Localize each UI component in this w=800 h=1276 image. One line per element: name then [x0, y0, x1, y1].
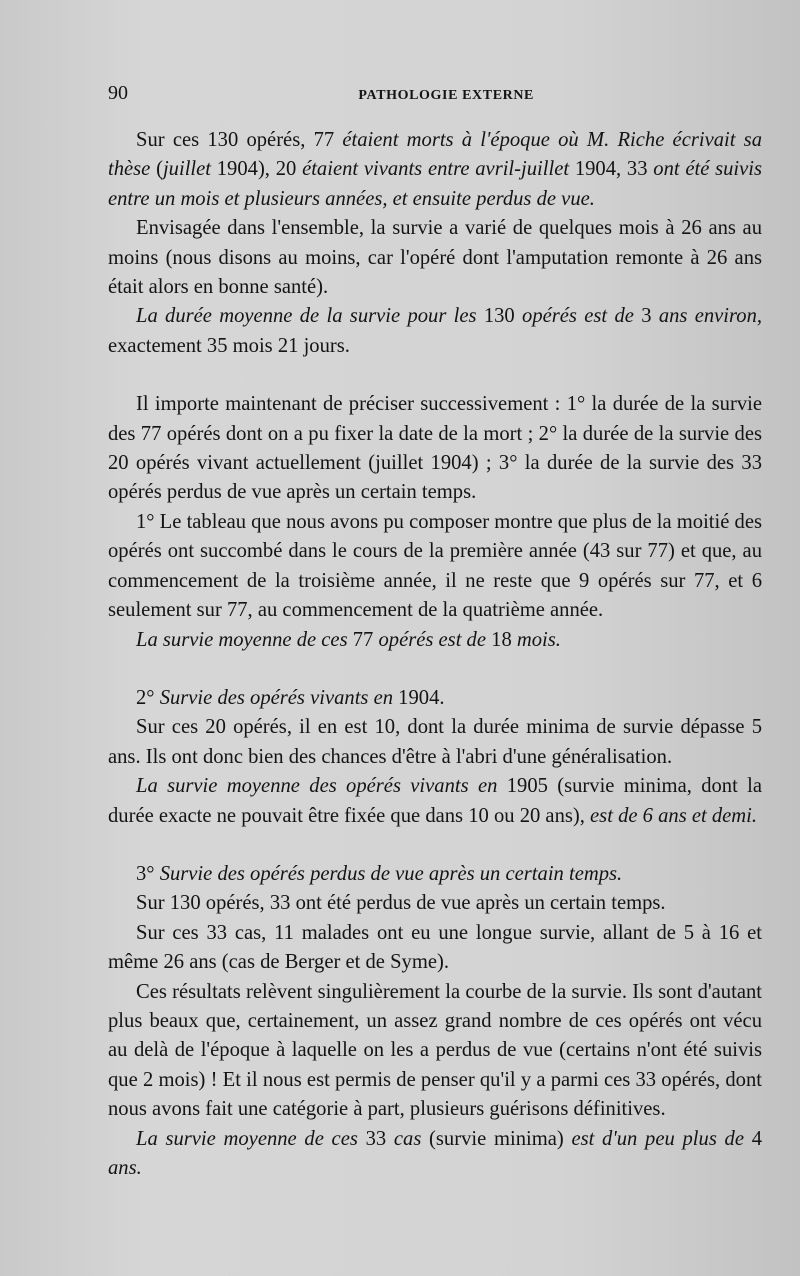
italic-text: La survie moyenne des opérés vivants en	[136, 775, 498, 798]
italic-text: opérés est de	[378, 628, 486, 651]
paragraph	[108, 508, 762, 626]
text: 130	[476, 305, 523, 328]
text: 3°	[136, 862, 160, 885]
text: 4	[743, 1127, 762, 1150]
page-body	[108, 126, 762, 1183]
italic-text: étaient morts à l'époque où M. Riche écrivait sa thèse	[108, 129, 762, 181]
italic-text: mois.	[516, 628, 561, 651]
text: Il importe maintenant de préciser successivement : 1° la durée de la survie des 77 opérés dont on a pu fixer la date de la mort ; 2° la durée de la survie des 20 opérés vivant actuellement (juillet 1904) ; 3° la durée de la survie des 33 opérés perdus de vue après un certain temps.	[108, 393, 762, 504]
paragraph	[108, 860, 762, 889]
text: 1904, 33	[569, 158, 654, 181]
italic-text: opérés est de	[522, 305, 634, 328]
text: Sur ces 33 cas, 11 malades ont eu une longue survie, allant de 5 à 16 et même 26 ans (cas de Berger et de Syme).	[108, 921, 762, 974]
text: 18	[486, 628, 517, 651]
italic-text: étaient vivants entre avril-juillet	[302, 158, 570, 181]
text: 1904), 20	[211, 158, 303, 181]
italic-text: La survie moyenne de ces	[136, 628, 348, 651]
italic-text: ont été suivis entre un mois et plusieurs années, et ensuite perdus de vue.	[108, 158, 763, 210]
text: 3	[633, 305, 659, 328]
text: exactement 35 mois 21 jours.	[108, 334, 350, 357]
running-head: PATHOLOGIE EXTERNE	[358, 88, 534, 103]
italic-text: est de 6 ans et demi.	[590, 804, 758, 827]
page-header	[108, 82, 762, 116]
italic-text: cas	[393, 1127, 422, 1150]
paragraph	[108, 214, 762, 302]
paragraph	[108, 126, 762, 214]
paragraph	[108, 919, 762, 978]
paragraph	[108, 978, 762, 1125]
text: Sur 130 opérés, 33 ont été perdus de vue après un certain temps.	[136, 892, 666, 915]
text: (survie minima)	[421, 1127, 572, 1150]
italic-text: La survie moyenne de ces	[136, 1127, 358, 1150]
paragraph	[108, 302, 762, 361]
text: 77	[347, 628, 379, 651]
italic-text: juillet	[162, 158, 211, 181]
page-number: 90	[108, 82, 128, 104]
italic-text: Survie des opérés vivants en	[159, 686, 394, 709]
text: 33	[357, 1127, 394, 1150]
paragraph	[108, 772, 762, 831]
text: 1904.	[393, 686, 445, 709]
text: 1905 (survie minima, dont la durée exacte ne pouvait être fixée que dans 10 ou 20 ans),	[108, 775, 762, 827]
paragraph	[108, 390, 762, 508]
paragraph	[108, 1125, 762, 1184]
text: (	[150, 158, 163, 181]
italic-text: Survie des opérés perdus de vue après un certain temps.	[159, 862, 623, 885]
paragraph	[108, 713, 762, 772]
italic-text: La durée moyenne de la survie pour les	[136, 305, 477, 328]
text: Ces résultats relèvent singulièrement la courbe de la survie. Ils sont d'autant plus beaux que, certainement, un assez grand nombre de ces opérés ont vécu au delà de l'époque à laquelle on les a perdus de vue (certains n'ont été suivis que 2 mois) ! Et il nous est permis de penser qu'il y a parmi ces 33 opérés, dont nous avons fait une catégorie à part, plusieurs guérisons définitives.	[108, 980, 762, 1121]
italic-text: ans.	[108, 1157, 142, 1179]
italic-text: est d'un peu plus de	[571, 1127, 744, 1150]
paragraph	[108, 626, 762, 655]
paragraph	[108, 889, 762, 918]
text: Envisagée dans l'ensemble, la survie a varié de quelques mois à 26 ans au moins (nous disons au moins, car l'opéré dont l'amputation remonte à 26 ans était alors en bonne santé).	[108, 217, 762, 299]
text: 2°	[136, 686, 160, 709]
italic-text: ans environ,	[658, 305, 763, 328]
text: Sur ces 130 opérés, 77	[136, 129, 343, 151]
paragraph	[108, 684, 762, 713]
text: Sur ces 20 opérés, il en est 10, dont la durée minima de survie dépasse 5 ans. Ils ont donc bien des chances d'être à l'abri d'une généralisation.	[108, 716, 762, 768]
text: 1° Le tableau que nous avons pu composer montre que plus de la moitié des opérés ont succombé dans le cours de la première année (43 sur 77) et que, au commencement de la troisième année, il ne reste que 9 opérés sur 77, et 6 seulement sur 77, au commencement de la quatrième année.	[108, 510, 762, 622]
